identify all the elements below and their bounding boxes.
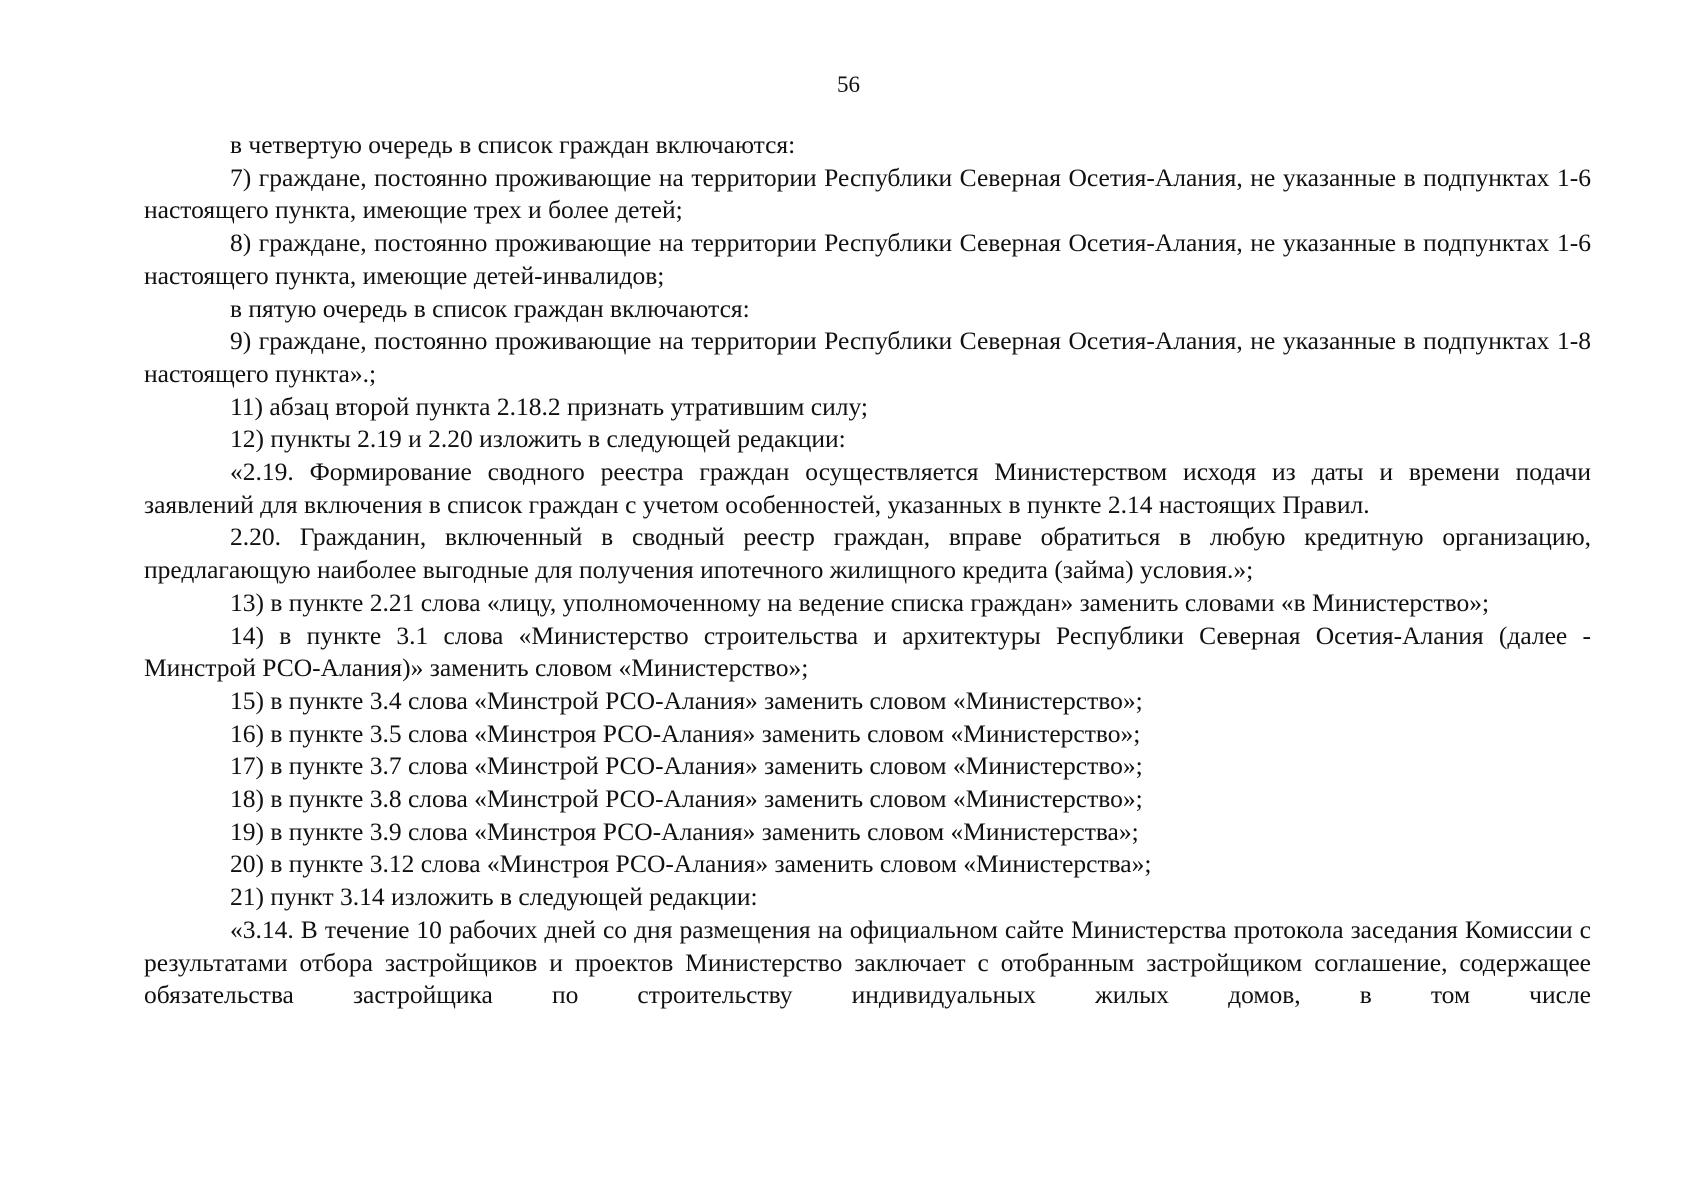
paragraph: 16) в пункте 3.5 слова «Минстроя РСО-Алания» заменить словом «Министерство»; [230,718,1141,748]
paragraph: 11) абзац второй пункта 2.18.2 признать утратившим силу; [230,391,868,421]
paragraph: 8) граждане, постоянно проживающие на территории Республики Северная Осетия-Алания, не указанные в подпунктах 1-6 настоящего пункта, имеющие детей-инвалидов; [144,228,1591,290]
paragraph: 9) граждане, постоянно проживающие на территории Республики Северная Осетия-Алания, не указанные в подпунктах 1-8 настоящего пункта».; [144,326,1591,388]
paragraph: 7) граждане, постоянно проживающие на территории Республики Северная Осетия-Алания, не указанные в подпунктах 1-6 настоящего пункта, имеющие трех и более детей; [144,162,1591,225]
paragraph: 13) в пункте 2.21 слова «лицу, уполномоченному на ведение списка граждан» заменить словами «в Министерство»; [230,587,1490,617]
paragraph: 14) в пункте 3.1 слова «Министерство строительства и архитектуры Республики Северная Осетия-Алания (далее - Минстрой РСО-Алания)» заменить словом «Министерство»; [144,620,1591,683]
paragraph: 15) в пункте 3.4 слова «Минстрой РСО-Алания» заменить словом «Министерство»; [230,685,1143,715]
paragraph: 2.20. Гражданин, включенный в сводный реестр граждан, вправе обратиться в любую кредитную организацию, предлагающую наиболее выгодные для получения ипотечного жилищного кредита (займа) условия.»; [144,522,1591,585]
paragraph: «3.14. В течение 10 рабочих дней со дня размещения на официальном сайте Министерства протокола заседания Комиссии с результатами отбора застройщиков и проектов Министерство заключает с отобранным застройщиком соглашение, содержащее обязательства застройщика по строительству индивидуальных жилых домов, в том числе [144,914,1591,1010]
paragraph: «2.19. Формирование сводного реестра граждан осуществляется Министерством исходя из даты и времени подачи заявлений для включения в список граждан с учетом особенностей, указанных в пункте 2.14 настоящих Правил. [144,457,1591,519]
paragraph: 21) пункт 3.14 изложить в следующей редакции: [230,882,758,912]
paragraph: в пятую очередь в список граждан включаются: [230,293,750,323]
paragraph: 19) в пункте 3.9 слова «Минстроя РСО-Алания» заменить словом «Министерства»; [230,816,1139,846]
document-body [144,129,1591,1012]
paragraph: 12) пункты 2.19 и 2.20 изложить в следующей редакции: [230,424,846,454]
page-number: 56 [837,72,860,97]
paragraph: в четвертую очередь в список граждан включаются: [230,130,796,159]
paragraph: 20) в пункте 3.12 слова «Минстроя РСО-Алания» заменить словом «Министерства»; [230,849,1152,879]
paragraph: 18) в пункте 3.8 слова «Минстрой РСО-Алания» заменить словом «Министерство»; [230,784,1143,814]
paragraph: 17) в пункте 3.7 слова «Минстрой РСО-Алания» заменить словом «Министерство»; [230,751,1143,781]
